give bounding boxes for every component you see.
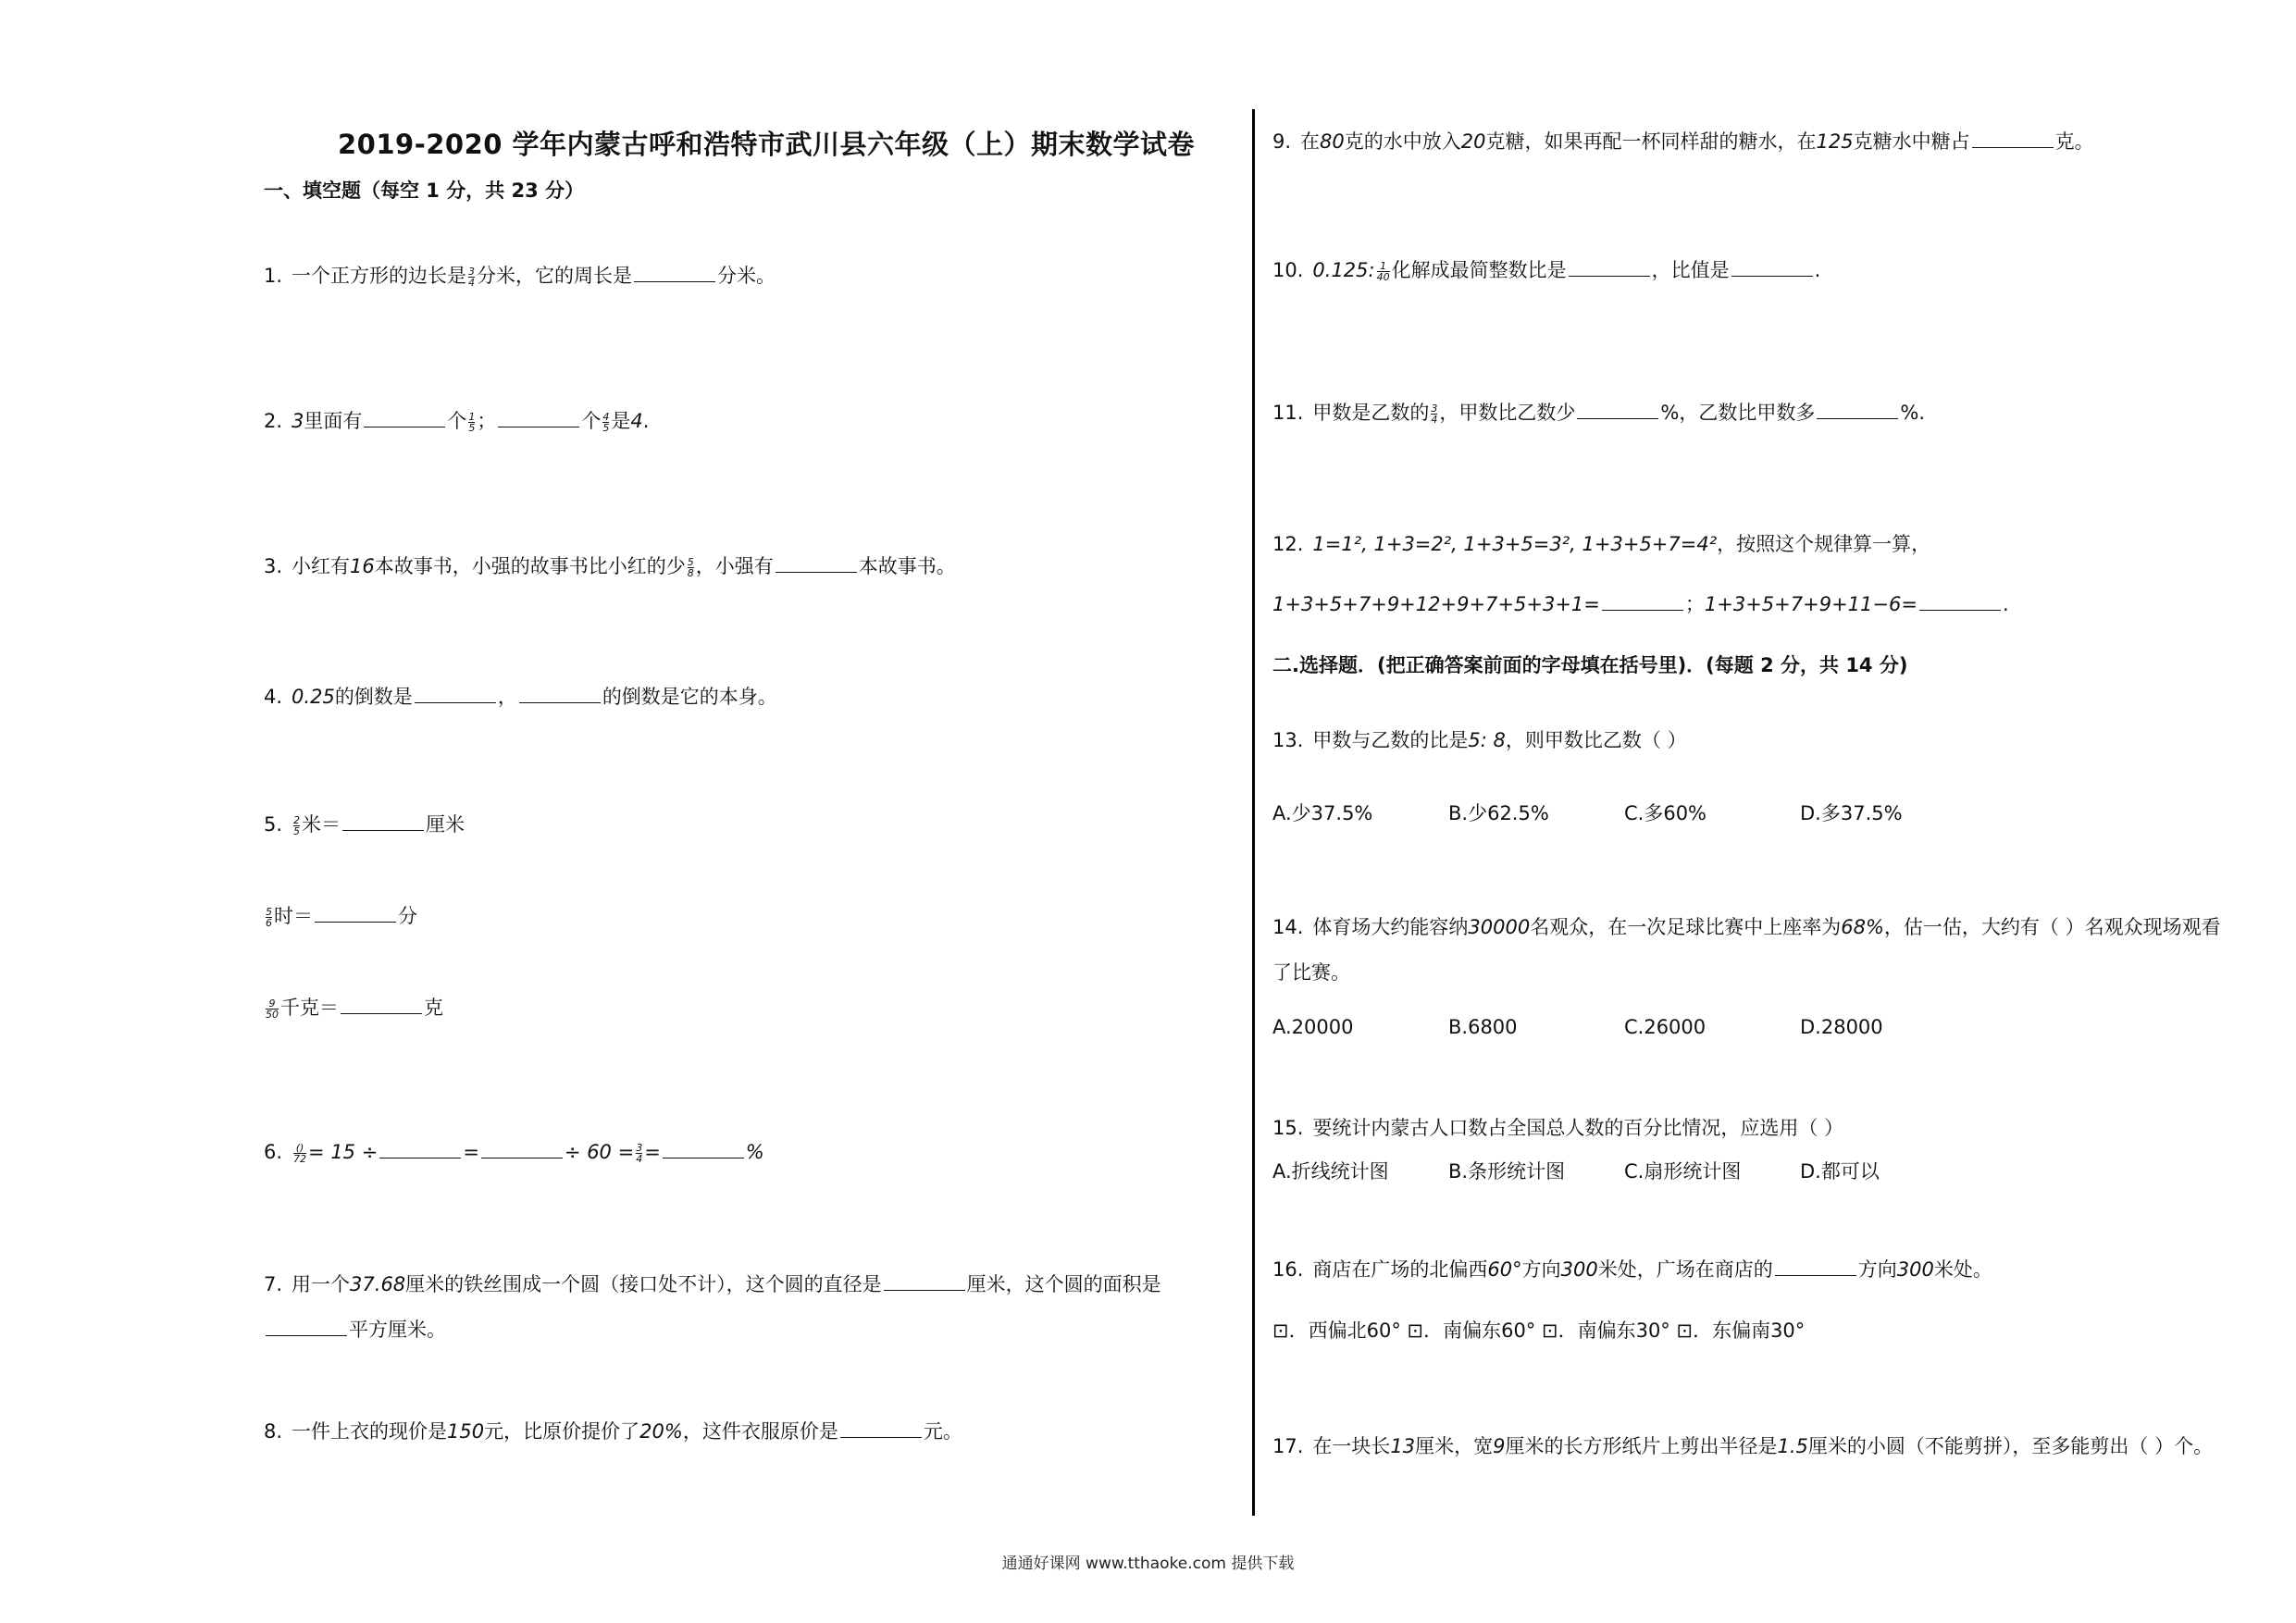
option-b[interactable]: B.条形统计图 <box>1448 1160 1566 1183</box>
question-17: 17. 在一块长13厘米，宽9厘米的长方形纸片上剪出半径是1.5厘米的小圆（不能剪拼），至多能剪出（ ）个。 <box>1272 1435 2214 1457</box>
option-d[interactable]: D.都可以 <box>1800 1160 1880 1183</box>
option-d[interactable]: D.28000 <box>1800 1016 1883 1038</box>
answer-blank[interactable] <box>379 1139 461 1158</box>
option-c[interactable]: C.扇形统计图 <box>1624 1160 1742 1183</box>
question-15: 15. 要统计内蒙古人口数占全国总人数的百分比情况，应选用（ ） <box>1272 1117 1844 1139</box>
question-1: 1. 一个正方形的边长是 $\frac{3}{4}$ 分米，它的周长是 分米。 <box>264 265 776 289</box>
fraction: $\frac{3}{4}$ <box>636 1141 643 1165</box>
answer-blank[interactable] <box>840 1419 922 1438</box>
option-a[interactable]: A.折线统计图 <box>1272 1160 1389 1183</box>
answer-blank[interactable] <box>663 1139 744 1158</box>
question-5-part-3: $\frac{9}{50}$ 千克＝ 克 <box>266 997 443 1021</box>
answer-blank[interactable] <box>498 408 579 427</box>
fraction: $\frac{4}{5}$ <box>602 410 610 434</box>
option-c[interactable]: C.26000 <box>1624 1016 1706 1038</box>
answer-blank[interactable] <box>1817 400 1898 419</box>
answer-blank[interactable] <box>1972 129 2054 148</box>
question-16-options: ⊡．西偏北60° ⊡．南偏东60° ⊡．南偏东30° ⊡．东偏南30° <box>1272 1319 1806 1342</box>
question-15-options <box>1272 1157 1976 1184</box>
option-a[interactable]: A.20000 <box>1272 1016 1354 1038</box>
fraction: $\frac{1}{5}$ <box>468 410 476 434</box>
question-14-line-2: 了比赛。 <box>1272 961 1350 984</box>
question-14: 14. 体育场大约能容纳30000名观众，在一次足球比赛中上座率为68%，估一估，大约有（ ）名观众现场观看 <box>1272 916 2221 938</box>
answer-blank[interactable] <box>415 684 496 703</box>
question-6: 6. $\frac{()}{72}$ = 15 ÷ = ÷ 60 = $\frac{3}{4}$ = % <box>264 1141 764 1165</box>
fraction: $\frac{()}{72}$ <box>293 1141 307 1165</box>
footer-credit: 通通好课网 www.tthaoke.com 提供下载 <box>1001 1555 1295 1573</box>
answer-blank[interactable] <box>634 263 715 282</box>
answer-blank[interactable] <box>266 1317 347 1336</box>
answer-blank[interactable] <box>315 903 396 923</box>
fraction: $\frac{3}{4}$ <box>468 265 476 289</box>
option-b[interactable]: B.6800 <box>1448 1016 1518 1038</box>
page-title: 2019-2020 学年内蒙古呼和浩特市武川县六年级（上）期末数学试卷 <box>338 129 1196 160</box>
question-13: 13. 甲数与乙数的比是5: 8，则甲数比乙数（ ） <box>1272 729 1687 751</box>
option-a[interactable]: A.少37.5% <box>1272 802 1373 824</box>
answer-blank[interactable] <box>1919 591 2001 611</box>
question-12: 12. 1=1², 1+3=2², 1+3+5=3², 1+3+5+7=4²，按照这个规律算一算， <box>1272 533 1931 555</box>
fraction: $\frac{2}{5}$ <box>293 813 301 837</box>
question-10: 10. 0.125: $\frac{1}{40}$ 化解成最简整数比是 ，比值是 . <box>1272 259 1821 283</box>
question-4: 4. 0.25的倒数是 ， 的倒数是它的本身。 <box>264 686 777 708</box>
question-13-options <box>1272 799 1976 826</box>
question-7-line-2: 平方厘米。 <box>264 1316 446 1344</box>
answer-blank[interactable] <box>481 1139 563 1158</box>
question-16: 16. 商店在广场的北偏西60°方向300米处，广场在商店的 方向300米处。 <box>1272 1258 1992 1281</box>
option-c[interactable]: C.多60% <box>1624 802 1707 824</box>
question-5: 5. $\frac{2}{5}$ 米＝ 厘米 <box>264 813 465 837</box>
answer-blank[interactable] <box>1569 257 1650 277</box>
question-7: 7. 用一个37.68厘米的铁丝围成一个圆（接口处不计），这个圆的直径是 厘米，这个圆的面积是 <box>264 1273 1161 1295</box>
column-divider <box>1252 109 1255 1516</box>
answer-blank[interactable] <box>1731 257 1813 277</box>
question-14-options <box>1272 1016 1976 1038</box>
answer-blank[interactable] <box>1602 591 1683 611</box>
answer-blank[interactable] <box>342 812 424 831</box>
answer-blank[interactable] <box>776 553 857 573</box>
answer-blank[interactable] <box>364 408 445 427</box>
answer-blank[interactable] <box>884 1271 965 1291</box>
question-5-part-2: $\frac{5}{6}$ 时＝ 分 <box>266 905 417 929</box>
question-11: 11. 甲数是乙数的 $\frac{3}{4}$ ，甲数比乙数少 %，乙数比甲数多 %. <box>1272 402 1926 426</box>
answer-blank[interactable] <box>519 684 601 703</box>
fraction: $\frac{5}{8}$ <box>687 555 694 579</box>
question-3: 3. 小红有16本故事书，小强的故事书比小红的少 $\frac{5}{8}$ ，小强有 本故事书。 <box>264 555 956 579</box>
fraction: $\frac{3}{4}$ <box>1431 402 1438 426</box>
option-d[interactable]: D.多37.5% <box>1800 802 1903 824</box>
answer-blank[interactable] <box>1775 1257 1856 1276</box>
question-2: 2. 3里面有 个 $\frac{1}{5}$ ； 个 $\frac{4}{5}$ 是4. <box>264 410 650 434</box>
fraction: $\frac{1}{40}$ <box>1376 259 1390 283</box>
section-fill-blank: 一、填空题（每空 1 分，共 23 分） <box>264 180 585 202</box>
option-b[interactable]: B.少62.5% <box>1448 802 1549 824</box>
answer-blank[interactable] <box>341 995 422 1014</box>
question-12-line-2: 1+3+5+7+9+12+9+7+5+3+1= ；1+3+5+7+9+11−6= . <box>1272 593 2009 615</box>
section-choice: 二.选择题．(把正确答案前面的字母填在括号里)．(每题 2 分，共 14 分) <box>1272 654 1908 676</box>
question-8: 8. 一件上衣的现价是150元，比原价提价了20%，这件衣服原价是 元。 <box>264 1420 962 1443</box>
fraction: $\frac{9}{50}$ <box>266 997 279 1021</box>
question-9: 9. 在80克的水中放入20克糖，如果再配一杯同样甜的糖水，在125克糖水中糖占 克。 <box>1272 130 2094 153</box>
fraction: $\frac{5}{6}$ <box>266 905 272 929</box>
answer-blank[interactable] <box>1577 400 1658 419</box>
